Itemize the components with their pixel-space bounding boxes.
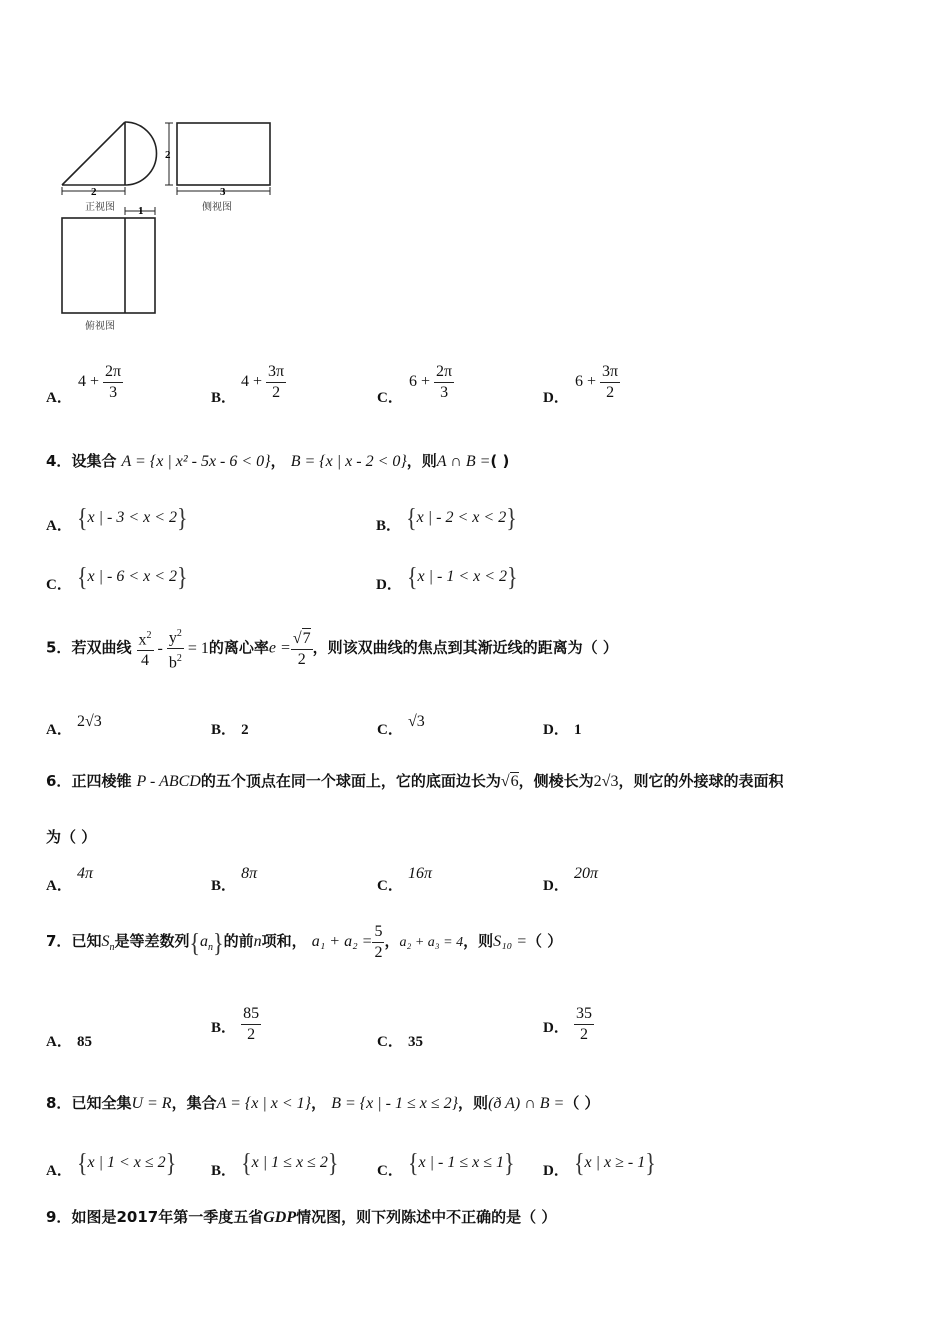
q7-cond1: a₁ + a₂ = (311, 933, 373, 951)
side-view-rect (177, 123, 270, 185)
q6-line2: 为（ ） (46, 828, 97, 846)
q5-stem: 5．若双曲线 $\frac{x^2}{4}$ - $\frac{y^2}{b^2}$ = 1的离心率e = $\frac{√7}{2}$ ，则该双曲线的焦点到其渐近线的距离为（ ） (46, 624, 618, 674)
side-dim-2: 2 (165, 149, 171, 161)
option-den: 2 (272, 384, 281, 401)
q8-option-a[interactable]: A． {x | 1 < x ≤ 2} (46, 1147, 177, 1179)
option-text: 4π (76, 865, 93, 882)
q5-tail: ，则该双曲线的焦点到其渐近线的距离为（ ） (312, 638, 618, 657)
q4-option-c[interactable]: C． {x | - 6 < x < 2} (46, 561, 188, 593)
option-text: 2√3 (76, 713, 102, 730)
q8-stem (46, 1092, 600, 1113)
front-view-drawing (62, 122, 157, 185)
question-number: 7． (46, 932, 72, 951)
option-text: x | - 2 < x < 2 (416, 508, 507, 526)
q4-expr: A ∩ B = (436, 453, 491, 470)
q6-option-d[interactable] (543, 862, 598, 894)
option-letter: D． (543, 390, 569, 406)
q6-solid: P - ABCD (136, 773, 201, 790)
q6-option-a[interactable] (46, 862, 93, 894)
question-number: 5． (46, 638, 72, 657)
q6-option-b[interactable] (211, 862, 258, 894)
q4-option-b[interactable]: B． {x | - 2 < x < 2} (376, 502, 517, 534)
q7-target: S₁₀ = (493, 933, 528, 951)
option-letter: C． (377, 878, 403, 894)
q7-mid3: 项和， (261, 932, 307, 951)
q8-option-c[interactable]: C． {x | - 1 ≤ x ≤ 1} (377, 1147, 515, 1179)
q6-tail: ，则它的外接球的表面积 (618, 772, 784, 790)
q7-cond1-den: 2 (374, 944, 383, 961)
option-letter: C． (46, 576, 72, 593)
question-number: 8． (46, 1094, 72, 1112)
question-number: 6． (46, 772, 72, 790)
q9-text-c: 情况图，则下列陈述中不正确的是（ ） (296, 1208, 557, 1226)
q5-option-b[interactable] (211, 718, 249, 739)
option-num: 2π (103, 362, 123, 383)
option-text: 1 (573, 722, 582, 738)
option-letter: D． (543, 878, 569, 894)
q7-option-c[interactable] (377, 1030, 423, 1051)
q7-lead: 已知 (71, 932, 102, 951)
q8-option-b[interactable]: B． {x | 1 ≤ x ≤ 2} (211, 1147, 339, 1179)
q5-option-d[interactable] (543, 718, 581, 739)
option-letter: B． (211, 1020, 237, 1037)
option-text: x | x ≥ - 1 (584, 1153, 646, 1171)
q7-cond2: a₂ + a₃ = 4 (399, 935, 464, 951)
option-den: 2 (606, 384, 615, 401)
option-text: x | - 6 < x < 2 (87, 567, 178, 585)
option-letter: A． (46, 1034, 72, 1050)
q9-stem (46, 1206, 556, 1227)
q7-paren: （ ） (527, 932, 563, 951)
option-num: 35 (574, 1004, 594, 1025)
side-dim-3: 3 (220, 186, 226, 198)
q6-lead: 正四棱锥 (71, 772, 132, 790)
option-text: x | 1 ≤ x ≤ 2 (251, 1153, 328, 1171)
option-int: 4 (78, 373, 86, 391)
option-letter: B． (211, 1162, 237, 1179)
q4-paren: ( ) (490, 452, 510, 470)
option-letter: D． (543, 1162, 569, 1179)
q8-lead: 已知全集 (71, 1094, 132, 1112)
q8-expr: (ð A) ∩ B = (488, 1095, 565, 1112)
option-text: 35 (407, 1034, 423, 1050)
option-text: 85 (76, 1034, 92, 1050)
q7-mid2: 的前 (223, 932, 254, 951)
q9-text-a: 如图是 (71, 1208, 117, 1226)
option-letter: A． (46, 390, 72, 406)
q7-option-d[interactable] (543, 1004, 594, 1045)
q8-set-a: A = {x | x < 1} (216, 1095, 312, 1112)
option-letter: B． (211, 390, 237, 406)
q5-lead: 若双曲线 (71, 638, 132, 657)
option-letter: A． (46, 517, 72, 534)
q4-option-d[interactable]: D． {x | - 1 < x < 2} (376, 561, 518, 593)
q6-option-c[interactable] (377, 862, 432, 894)
option-num: 3π (600, 362, 620, 383)
q5-ecc: e = (268, 639, 291, 657)
option-int: 6 (575, 373, 583, 391)
q4-stem (46, 450, 509, 471)
q8-set-b: B = {x | - 1 ≤ x ≤ 2} (331, 1095, 459, 1112)
option-den: 3 (109, 384, 118, 401)
q8-option-d[interactable]: D． {x | x ≥ - 1} (543, 1147, 656, 1179)
option-letter: D． (543, 722, 569, 738)
q5-option-a[interactable] (46, 710, 102, 738)
option-letter: B． (376, 517, 402, 534)
side-view-caption: 侧视图 (202, 202, 232, 213)
option-letter: A． (46, 722, 72, 738)
q8-paren: （ ） (564, 1094, 600, 1112)
option-text: 16π (407, 865, 432, 882)
question-number: 9． (46, 1208, 72, 1226)
question-number: 4． (46, 452, 72, 470)
q8-ask: ，则 (458, 1094, 489, 1112)
option-int: 4 (241, 373, 249, 391)
q7-option-b[interactable] (211, 1004, 261, 1045)
q6-edge: 2√3 (593, 773, 619, 790)
q4-ask: ，则 (406, 452, 437, 470)
option-letter: A． (46, 878, 72, 894)
three-view-figure (55, 115, 280, 340)
option-letter: B． (211, 878, 237, 894)
q7-mid1: 是等差数列 (114, 932, 190, 951)
option-den: 3 (440, 384, 449, 401)
option-int: 6 (409, 373, 417, 391)
q9-year: 2017 (116, 1208, 159, 1226)
q7-comma: ， (384, 932, 400, 951)
q4-lead: 设集合 (71, 452, 117, 470)
top-dim-1: 1 (138, 205, 144, 217)
q3-options: A． 4 + $\frac{2\pi}{3}$ B． 4 + $\frac{3\pi}{2}$ C． 6 + $\frac{2\pi}{3}$ D． 6 + $\frac{3\pi}{2}$ (46, 363, 619, 406)
option-letter: D． (376, 576, 402, 593)
front-dim-2: 2 (91, 186, 97, 198)
q6-mid1: 的五个顶点在同一个球面上，它的底面边长为 (200, 772, 501, 790)
option-letter: C． (377, 1034, 403, 1050)
q8-universe: U = R (131, 1095, 172, 1112)
top-view-drawing (62, 218, 155, 313)
option-text: x | - 1 ≤ x ≤ 1 (418, 1153, 504, 1171)
q6-stem: 6．正四棱锥 P - ABCD的五个顶点在同一个球面上，它的底面边长为√6，侧棱长为2√3，则它的外接球的表面积 (46, 772, 784, 790)
option-text: 2 (241, 722, 249, 738)
option-text: x | - 3 < x < 2 (87, 508, 178, 526)
q5-hyperbola: $\frac{x^2}{4}$ - $\frac{y^2}{b^2}$ = 1 (137, 640, 209, 657)
q8-comma: ， (311, 1094, 327, 1112)
option-den: 2 (247, 1026, 256, 1043)
q8-mid: ，集合 (171, 1094, 217, 1112)
option-num: 2π (434, 362, 454, 383)
option-num: 85 (241, 1004, 261, 1025)
option-letter: B． (211, 722, 237, 738)
q6-mid2: ，侧棱长为 (518, 772, 594, 790)
option-letter: C． (377, 390, 403, 406)
option-letter: C． (377, 1162, 403, 1179)
q4-comma: ， (270, 452, 286, 470)
front-view-caption: 正视图 (85, 202, 115, 213)
option-den: 2 (579, 1026, 588, 1043)
q5-option-c[interactable] (377, 710, 425, 738)
q9-text-b: 年第一季度五省 (158, 1208, 264, 1226)
q7-cond1-num: 5 (372, 922, 384, 943)
q7-n: n (253, 933, 262, 951)
q4-option-a[interactable]: A． {x | - 3 < x < 2} (46, 502, 188, 534)
q7-option-a[interactable] (46, 1030, 92, 1051)
top-view-caption: 俯视图 (85, 321, 115, 332)
option-letter: A． (46, 1162, 72, 1179)
q5-mid: 的离心率 (208, 638, 269, 657)
q6-base: 6 (510, 773, 519, 790)
option-text: x | 1 < x ≤ 2 (87, 1153, 166, 1171)
q9-gdp: GDP (263, 1209, 297, 1226)
option-num: 3π (266, 362, 286, 383)
option-text: √3 (407, 713, 425, 730)
option-letter: D． (543, 1020, 569, 1037)
q4-set-a: A = {x | x² - 5x - 6 < 0} (121, 453, 271, 470)
q7-stem: 7．已知$S_n$是等差数列$\{a_n\}$的前n项和， a₁ + a₂ = $\frac{5}{2}$ ，a₂ + a₃ = 4，则S₁₀ =（ ） (46, 923, 563, 961)
option-text: x | - 1 < x < 2 (417, 567, 508, 585)
option-text: 8π (241, 865, 258, 882)
option-text: 20π (573, 865, 598, 882)
q6-stem-line2 (46, 826, 96, 847)
q7-ask: ，则 (463, 932, 494, 951)
option-letter: C． (377, 722, 403, 738)
q4-set-b: B = {x | x - 2 < 0} (290, 453, 407, 470)
